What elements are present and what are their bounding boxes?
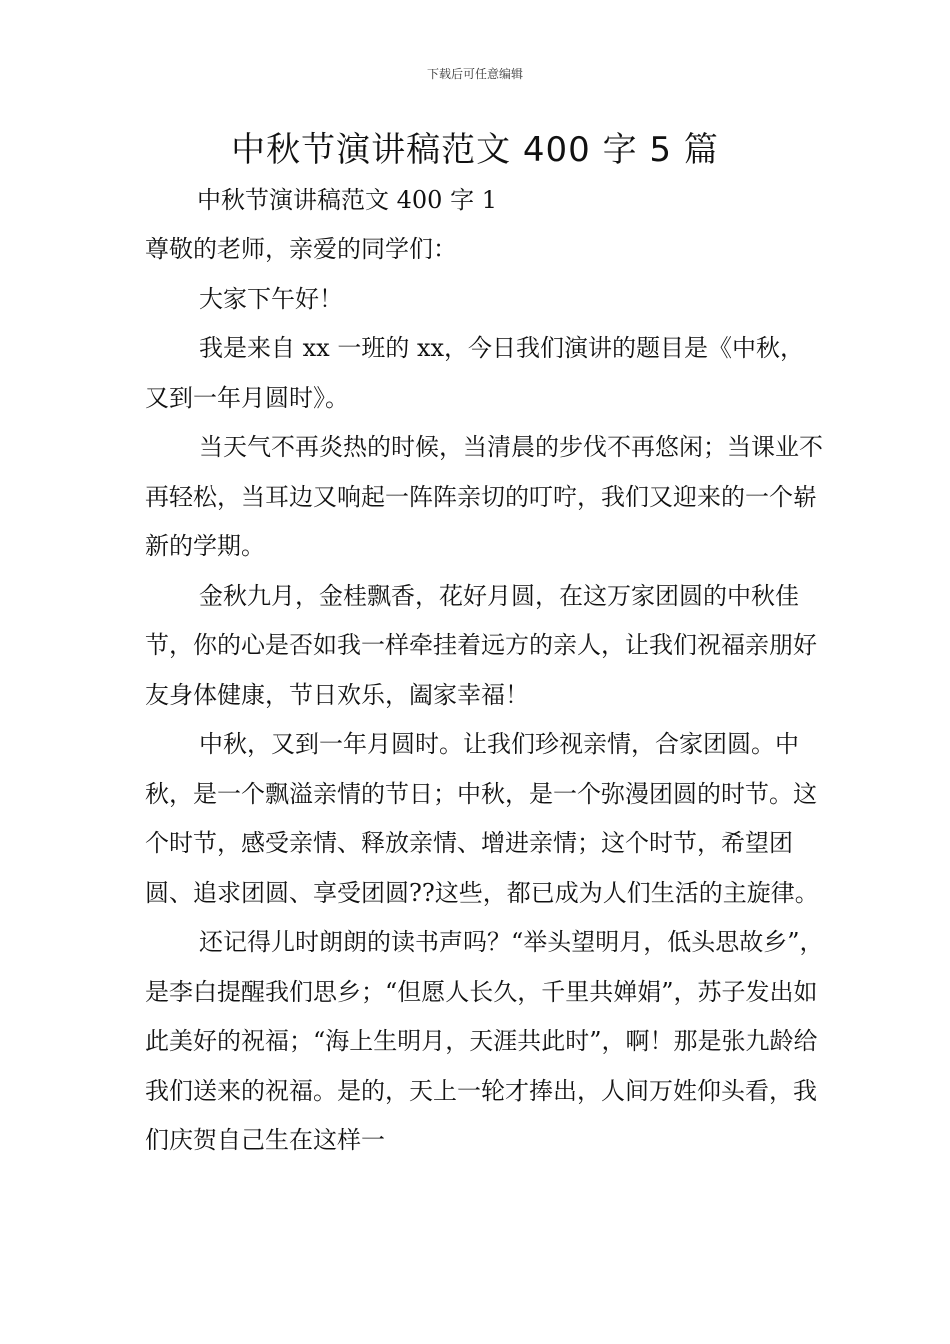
paragraph-introduction: 我是来自 xx 一班的 xx，今日我们演讲的题目是《中秋，又到一年月圆时》。 — [145, 334, 805, 412]
document-title: 中秋节演讲稿范文 400 字 5 篇 — [231, 130, 719, 170]
paragraph-poems: 还记得儿时朗朗的读书声吗？“举头望明月，低头思故乡”，是李白提醒我们思乡；“但愿人长久，千里共婵娟”，苏子发出如此美好的祝福；“海上生明月，天涯共此时”，啊！那是张九龄给我们送来的祝福。是的，天上一轮才捧出，人间万姓仰头看，我们庆贺自己生在这样一 — [145, 928, 824, 1154]
paragraph-new-semester: 当天气不再炎热的时候，当清晨的步伐不再悠闲；当课业不再轻松，当耳边又响起一阵阵亲切的叮咛，我们又迎来的一个崭新的学期。 — [145, 433, 823, 560]
paragraph-reunion: 中秋，又到一年月圆时。让我们珍视亲情，合家团圆。中秋，是一个飘溢亲情的节日；中秋，是一个弥漫团圆的时节。这个时节，感受亲情、释放亲情、增进亲情；这个时节，希望团圆、追求团圆、享受团圆??这些，都已成为人们生活的主旋律。 — [145, 730, 819, 907]
paragraph-greeting: 大家下午好！ — [199, 284, 343, 313]
section-subtitle: 中秋节演讲稿范文 400 字 1 — [197, 186, 497, 214]
header-note: 下载后可任意编辑 — [426, 67, 523, 81]
salutation: 尊敬的老师，亲爱的同学们： — [145, 235, 457, 263]
document-body — [145, 225, 825, 1166]
paragraph-mid-autumn-blessing: 金秋九月，金桂飘香，花好月圆，在这万家团圆的中秋佳节，你的心是否如我一样牵挂着远方的亲人，让我们祝福亲朋好友身体健康，节日欢乐，阖家幸福！ — [145, 581, 817, 709]
